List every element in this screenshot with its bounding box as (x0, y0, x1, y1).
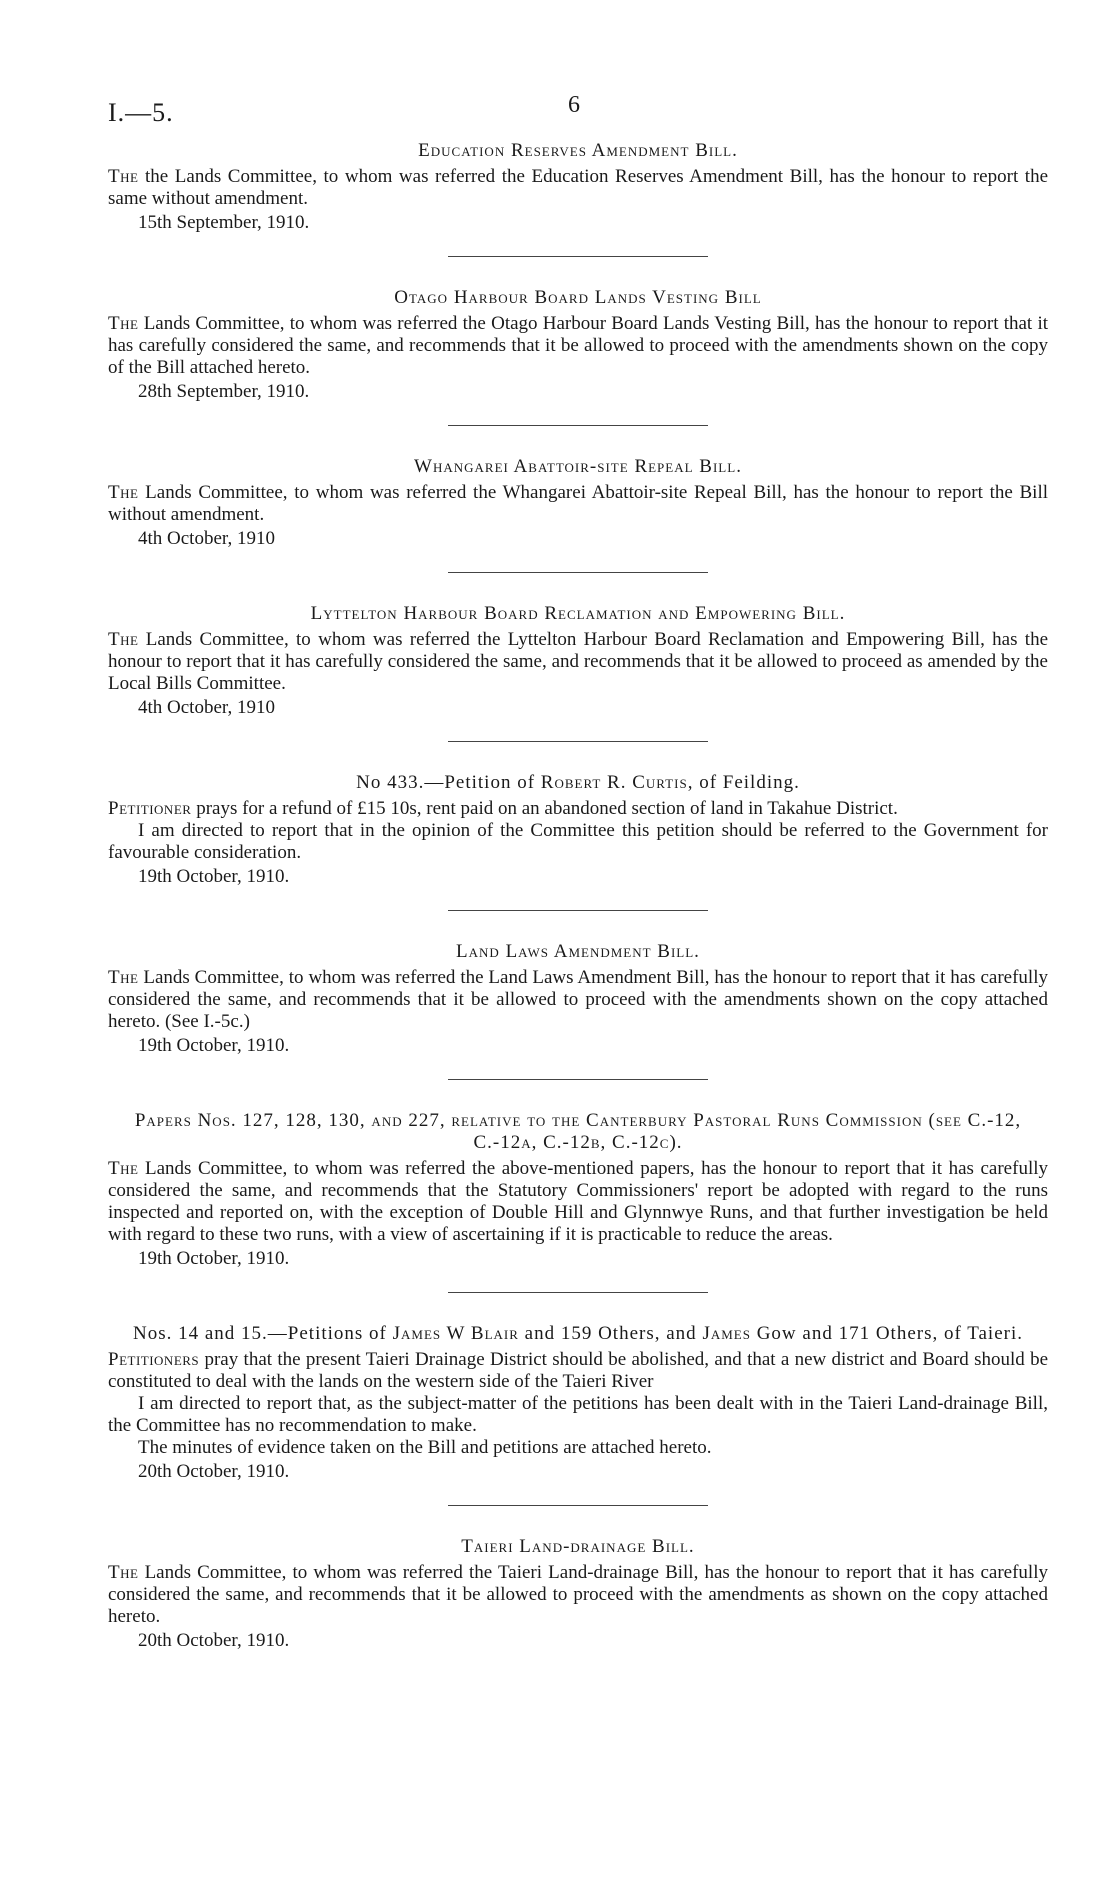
section-divider (448, 256, 708, 257)
section-whangarei (108, 456, 1048, 550)
report-date: 15th September, 1910. (138, 212, 310, 233)
page-number: 6 (568, 92, 580, 118)
body-text: prays for a refund of £15 10s, rent paid on an abandoned section of land in Takahue District. (196, 798, 898, 819)
section-title: Taieri Land-drainage Bill. (461, 1536, 695, 1557)
section-divider (448, 1079, 708, 1080)
section-body (108, 166, 1048, 210)
body-text: Lands Committee, to whom was referred the Land Laws Amendment Bill, has the honour to report that it has carefully considered the same, and recommends that it be allowed to proceed with the amendments shown on the copy attached hereto. (See I.-5c.) (108, 967, 1048, 1032)
body-text: the Lands Committee, to whom was referred the Education Reserves Amendment Bill, has the honour to report the same without amendment. (108, 166, 1048, 209)
section-body (108, 1349, 1048, 1393)
section-divider (448, 425, 708, 426)
section-divider (448, 572, 708, 573)
lead-word: The (108, 313, 139, 334)
petitioner-name: James W Blair (392, 1323, 519, 1344)
section-divider (448, 1292, 708, 1293)
section-body-2: I am directed to report that in the opinion of the Committee this petition should be referred to the Government for favourable consideration. (108, 820, 1048, 863)
section-title: Whangarei Abattoir-site Repeal Bill. (414, 456, 742, 477)
section-title: Papers Nos. 127, 128, 130, and 227, relative to the Canterbury Pastoral Runs Commission (see C.-12, C.-12a, C.-12b, C.-12c). (134, 1110, 1022, 1153)
section-title: Lyttelton Harbour Board Reclamation and Empowering Bill. (310, 603, 846, 624)
lead-word: Petitioners (108, 1349, 200, 1370)
section-body (108, 798, 1048, 820)
title-text: , of Feilding. (687, 772, 800, 793)
section-body (108, 482, 1048, 526)
title-text: Nos. 14 and 15.—Petitions of (133, 1323, 393, 1344)
section-title (108, 1323, 1048, 1345)
body-text: Lands Committee, to whom was referred the above-mentioned papers, has the honour to report that it has carefully considered the same, and recommends that the Statutory Commissioners' report be adopted with regard to the runs inspected and reported on, with the exception of Double Hill and Glynnwye Runs, and that further investigation be held with regard to these two runs, with a view of ascertaining if it is practicable to reduce the areas. (108, 1158, 1049, 1245)
report-date: 20th October, 1910. (138, 1461, 290, 1482)
report-content (108, 140, 1048, 1652)
section-lyttelton (108, 603, 1048, 719)
section-body (108, 1562, 1048, 1628)
section-divider (448, 910, 708, 911)
section-body (108, 1158, 1048, 1246)
petitioner-name: Robert R. Curtis (540, 772, 688, 793)
title-text: and 159 Others, and (518, 1323, 703, 1344)
body-text: Lands Committee, to whom was referred the Whangarei Abattoir-site Repeal Bill, has the honour to report the Bill without amendment. (108, 482, 1049, 525)
section-body-2: I am directed to report that, as the subject-matter of the petitions has been dealt with in the Taieri Land-drainage Bill, the Committee has no recommendation to make. (108, 1393, 1048, 1436)
section-otago-harbour (108, 287, 1048, 403)
paper-reference: I.—5. (108, 98, 174, 127)
report-date: 28th September, 1910. (138, 381, 310, 402)
lead-word: The (108, 967, 139, 988)
petitioner-name: James (702, 1323, 751, 1344)
body-text: Lands Committee, to whom was referred the Otago Harbour Board Lands Vesting Bill, has the honour to report that it has carefully considered the same, and recommends that it be allowed to proceed with the amendments shown on the copy of the Bill attached hereto. (108, 313, 1049, 378)
report-date: 19th October, 1910. (138, 1035, 290, 1056)
lead-word: The (108, 166, 139, 187)
section-body (108, 967, 1048, 1033)
section-education-reserves (108, 140, 1048, 234)
section-title (108, 772, 1048, 794)
section-petition-433 (108, 772, 1048, 888)
section-petitions-14-15 (108, 1323, 1048, 1483)
report-date: 20th October, 1910. (138, 1630, 290, 1651)
body-text: Lands Committee, to whom was referred the Taieri Land-drainage Bill, has the honour to report that it has carefully considered the same, and recommends that it be allowed to proceed with the amendments as shown on the copy attached hereto. (108, 1562, 1048, 1627)
title-text: Gow and 171 Others, of Taieri. (750, 1323, 1023, 1344)
body-text: pray that the present Taieri Drainage District should be abolished, and that a new district and Board should be constituted to deal with the lands on the western side of the Taieri River (108, 1349, 1049, 1392)
report-date: 19th October, 1910. (138, 866, 290, 887)
section-canterbury-papers (108, 1110, 1048, 1270)
report-date: 4th October, 1910 (138, 528, 275, 549)
section-body (108, 629, 1048, 695)
lead-word: The (108, 629, 139, 650)
body-text: Lands Committee, to whom was referred the Lyttelton Harbour Board Reclamation and Empowering Bill, has the honour to report that it has carefully considered the same, and recommends that it be allowed to proceed as amended by the Local Bills Committee. (108, 629, 1049, 694)
section-title: Land Laws Amendment Bill. (456, 941, 700, 962)
report-date: 4th October, 1910 (138, 697, 275, 718)
lead-word: The (108, 482, 139, 503)
section-body-3: The minutes of evidence taken on the Bill and petitions are attached hereto. (138, 1437, 712, 1458)
section-body (108, 313, 1048, 379)
section-divider (448, 741, 708, 742)
lead-word: The (108, 1158, 139, 1179)
section-taieri-drainage (108, 1536, 1048, 1652)
section-title: Education Reserves Amendment Bill. (418, 140, 738, 161)
lead-word: The (108, 1562, 139, 1583)
report-date: 19th October, 1910. (138, 1248, 290, 1269)
lead-word: Petitioner (108, 798, 192, 819)
section-divider (448, 1505, 708, 1506)
section-land-laws (108, 941, 1048, 1057)
title-text: No 433.—Petition of (356, 772, 541, 793)
section-title: Otago Harbour Board Lands Vesting Bill (394, 287, 762, 308)
